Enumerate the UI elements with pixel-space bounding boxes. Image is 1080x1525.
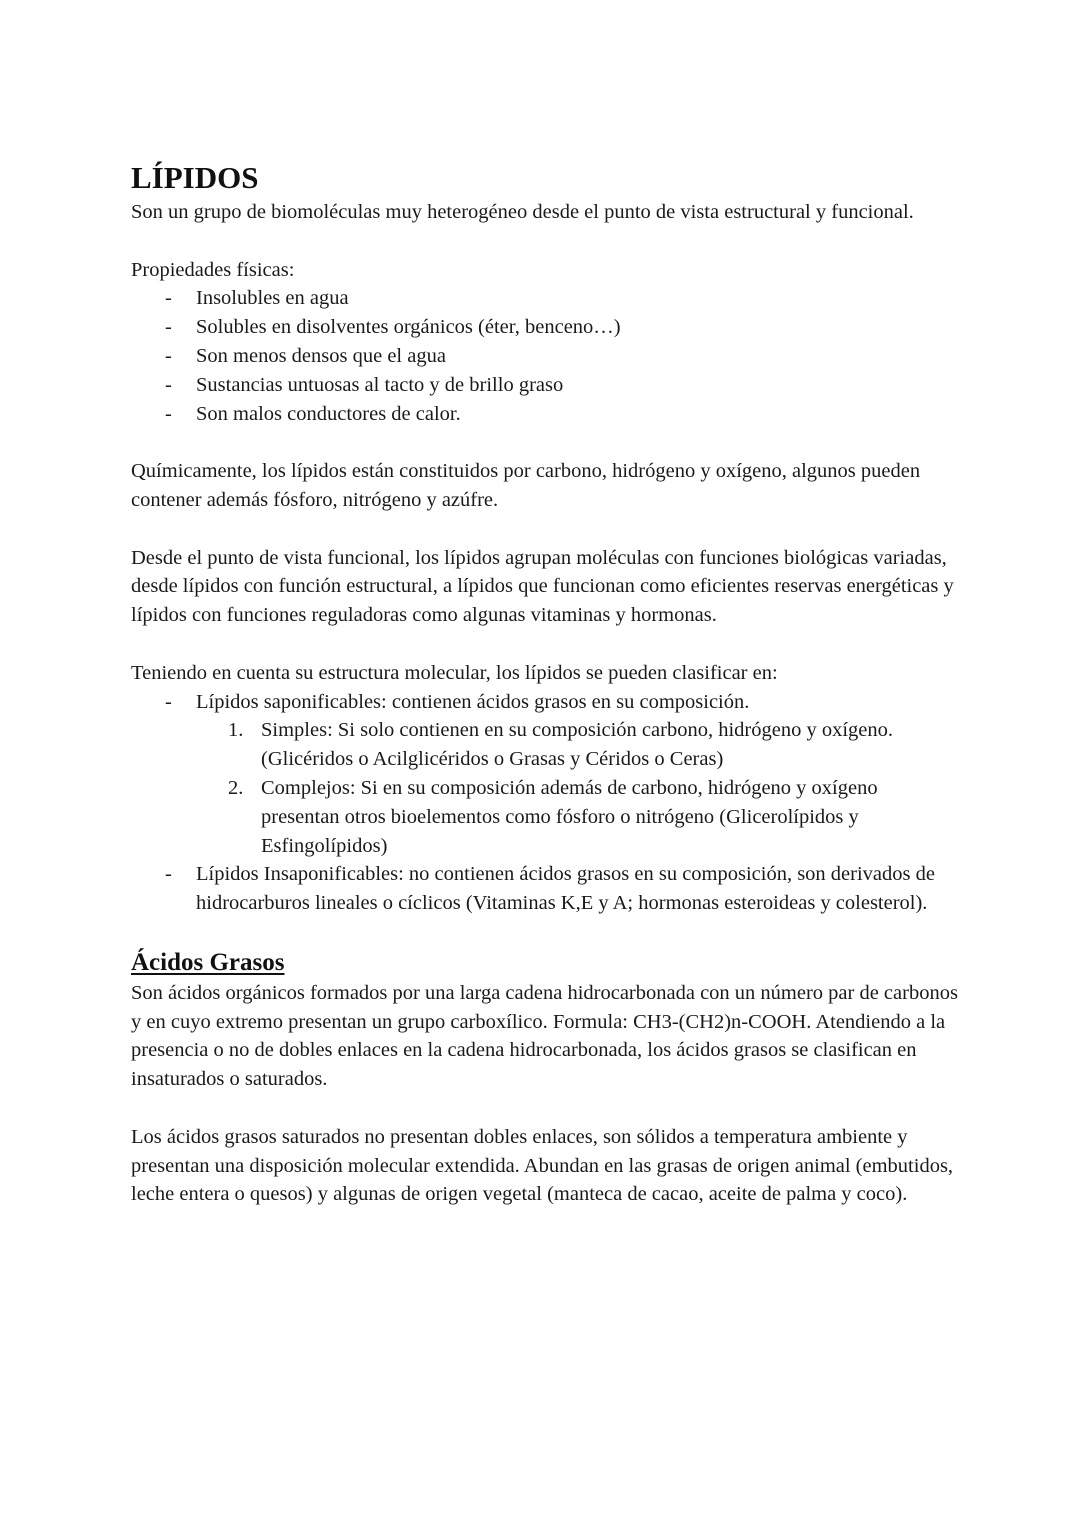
sublist-text: Simples: Si solo contienen en su composición carbono, hidrógeno y oxígeno. (Glicéridos o Acilglicéridos o Grasas y Céridos o Ceras) [261, 719, 893, 771]
spacer [131, 515, 961, 544]
list-item: - Son menos densos que el agua [131, 342, 961, 371]
list-item: - Solubles en disolventes orgánicos (éter, benceno…) [131, 313, 961, 342]
classification-list [131, 688, 961, 918]
saponifiable-item [131, 688, 961, 861]
spacer [131, 428, 961, 457]
document-page [131, 158, 961, 1209]
intro-paragraph: Son un grupo de biomoléculas muy heterogéneo desde el punto de vista estructural y funcional. [131, 201, 914, 223]
sublist-item [196, 716, 961, 774]
list-item: - Sustancias untuosas al tacto y de brillo graso [131, 371, 961, 400]
sublist-number: 2. [228, 776, 244, 799]
chemical-composition-paragraph: Químicamente, los lípidos están constituidos por carbono, hidrógeno y oxígeno, algunos pueden contener además fósforo, nitrógeno y azúfre. [131, 460, 921, 511]
fatty-acids-paragraph-1: Son ácidos orgánicos formados por una larga cadena hidrocarbonada con un número par de carbonos y en cuyo extremo presentan un grupo carboxílico. Formula: CH3-(CH2)n-COOH. Atendiendo a la presencia o no de dobles enlaces en la cadena hidrocarbonada, los ácidos grasos se clasifican en insaturados o saturados. [131, 981, 958, 1091]
spacer [131, 918, 961, 947]
fatty-acids-paragraph-2: Los ácidos grasos saturados no presentan dobles enlaces, son sólidos a temperatura ambiente y presentan una disposición molecular extendida. Abundan en las grasas de origen animal (embutidos, leche entera o quesos) y algunas de origen vegetal (manteca de cacao, aceite de palma y coco). [131, 1125, 954, 1206]
functional-paragraph: Desde el punto de vista funcional, los lípidos agrupan moléculas con funciones biológicas variadas, desde lípidos con función estructural, a lípidos que funcionan como eficientes reservas energéticas y lípidos con funciones reguladoras como algunas vitaminas y hormonas. [131, 546, 954, 627]
spacer [131, 227, 961, 256]
sublist-number: 1. [228, 719, 244, 742]
physical-properties-list [131, 284, 961, 428]
list-item: - Insolubles en agua [131, 284, 961, 313]
list-item: - Son malos conductores de calor. [131, 400, 961, 429]
saponifiable-text: Lípidos saponificables: contienen ácidos grasos en su composición. [196, 690, 750, 713]
saponifiable-sublist [196, 716, 961, 860]
page-title: LÍPIDOS [131, 160, 259, 195]
insaponifiable-item: - Lípidos Insaponificables: no contienen ácidos grasos en su composición, son derivados de hidrocarburos lineales o cíclicos (Vitaminas K,E y A; hormonas esteroideas y colesterol). [131, 860, 961, 918]
fatty-acids-heading: Ácidos Grasos [131, 948, 285, 976]
spacer [131, 1094, 961, 1123]
sublist-item [196, 774, 961, 860]
physical-properties-heading: Propiedades físicas: [131, 258, 295, 281]
classification-heading: Teniendo en cuenta su estructura molecular, los lípidos se pueden clasificar en: [131, 661, 778, 684]
spacer [131, 630, 961, 659]
sublist-text: Complejos: Si en su composición además de carbono, hidrógeno y oxígeno presentan otros bioelementos como fósforo o nitrógeno (Glicerolípidos y Esfingolípidos) [261, 776, 878, 857]
